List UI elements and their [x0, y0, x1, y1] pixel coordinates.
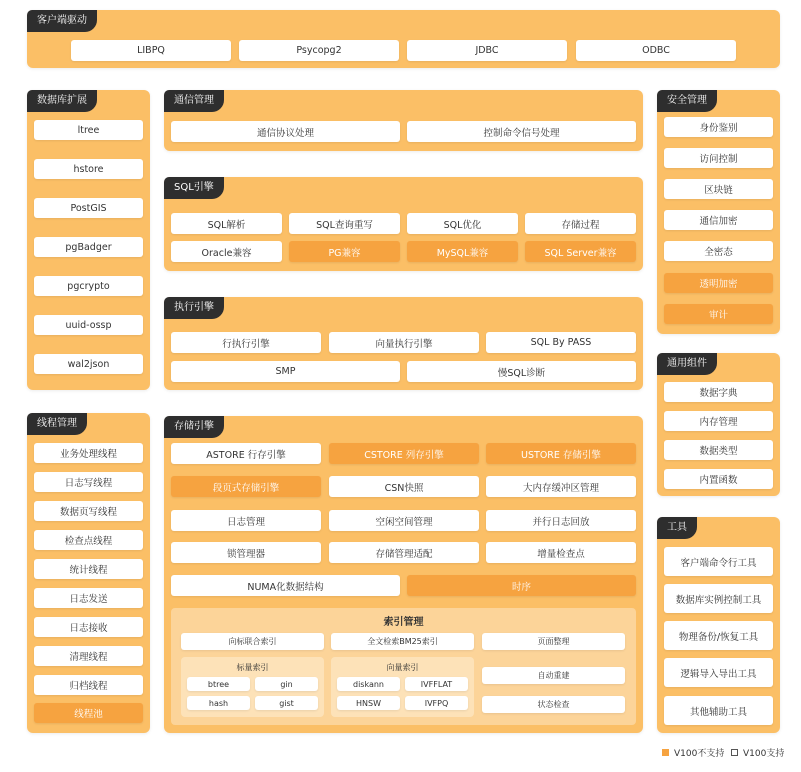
- client-driver-panel: [27, 10, 780, 68]
- comm-item: 控制命令信号处理: [407, 121, 636, 142]
- comm-panel: [164, 90, 643, 151]
- exec-item: 向量执行引擎: [329, 332, 479, 353]
- storage-engine-panel: [164, 416, 643, 733]
- scalar-index-group: [181, 657, 324, 717]
- storage-item-unsupported: CSTORE 列存引擎: [329, 443, 479, 464]
- tools-item: 物理备份/恢复工具: [664, 621, 773, 650]
- storage-item: 日志管理: [171, 510, 321, 531]
- storage-item-unsupported: 时序: [407, 575, 636, 596]
- storage-item: NUMA化数据结构: [171, 575, 400, 596]
- index-item: 自动重建: [482, 667, 625, 684]
- storage-item-unsupported: 段页式存储引擎: [171, 476, 321, 497]
- security-item: 区块链: [664, 179, 773, 199]
- thread-item: 统计线程: [34, 559, 143, 579]
- index-management-title: 索引管理: [383, 617, 424, 628]
- scalar-index-item: gin: [255, 677, 318, 691]
- security-item: 访问控制: [664, 148, 773, 168]
- scalar-index-title: 标量索引: [236, 663, 269, 672]
- storage-item-unsupported: USTORE 存储引擎: [486, 443, 636, 464]
- storage-engine-title: 存储引擎: [164, 416, 224, 438]
- exec-item: 慢SQL诊断: [407, 361, 636, 382]
- sql-item-unsupported: SQL Server兼容: [525, 241, 636, 262]
- scalar-index-item: btree: [187, 677, 250, 691]
- security-title: 安全管理: [657, 90, 717, 112]
- security-item: 全密态: [664, 241, 773, 261]
- tools-item: 数据库实例控制工具: [664, 584, 773, 613]
- legend-supported-label: V100支持: [743, 749, 785, 759]
- db-ext-item: PostGIS: [34, 198, 143, 218]
- common-item: 内存管理: [664, 411, 773, 431]
- index-item: 状态检查: [482, 696, 625, 713]
- sql-item-unsupported: MySQL兼容: [407, 241, 518, 262]
- thread-item-unsupported: 线程池: [34, 703, 143, 723]
- storage-item: ASTORE 行存引擎: [171, 443, 321, 464]
- sql-item: SQL优化: [407, 213, 518, 234]
- client-item: ODBC: [576, 40, 736, 61]
- client-driver-title: 客户端驱动: [27, 10, 97, 32]
- storage-item: 并行日志回放: [486, 510, 636, 531]
- common-components-title: 通用组件: [657, 353, 717, 375]
- vector-index-item: IVFFLAT: [405, 677, 468, 691]
- db-extension-panel: [27, 90, 150, 390]
- db-ext-item: pgcrypto: [34, 276, 143, 296]
- security-item: 通信加密: [664, 210, 773, 230]
- thread-item: 日志写线程: [34, 472, 143, 492]
- exec-item: 行执行引擎: [171, 332, 321, 353]
- vector-index-item: IVFPQ: [405, 696, 468, 710]
- thread-panel: [27, 413, 150, 733]
- sql-item: 存储过程: [525, 213, 636, 234]
- exec-item: SMP: [171, 361, 400, 382]
- index-item: 向标联合索引: [181, 633, 324, 650]
- storage-item: 增量检查点: [486, 542, 636, 563]
- tools-item: 客户端命令行工具: [664, 547, 773, 576]
- security-item-unsupported: 审计: [664, 304, 773, 324]
- storage-item: 存储管理适配: [329, 542, 479, 563]
- security-item: 身份鉴别: [664, 117, 773, 137]
- sql-engine-panel: [164, 177, 643, 271]
- orange-square-icon: [662, 749, 669, 756]
- thread-item: 日志接收: [34, 617, 143, 637]
- client-item: Psycopg2: [239, 40, 399, 61]
- vector-index-item: HNSW: [337, 696, 400, 710]
- tools-item: 逻辑导入导出工具: [664, 658, 773, 687]
- common-item: 数据类型: [664, 440, 773, 460]
- white-square-icon: [731, 749, 738, 756]
- comm-item: 通信协议处理: [171, 121, 400, 142]
- index-item: 页面整理: [482, 633, 625, 650]
- security-item-unsupported: 透明加密: [664, 273, 773, 293]
- thread-item: 检查点线程: [34, 530, 143, 550]
- tools-item: 其他辅助工具: [664, 696, 773, 725]
- thread-title: 线程管理: [27, 413, 87, 435]
- common-components-panel: [657, 353, 780, 496]
- thread-item: 数据页写线程: [34, 501, 143, 521]
- db-extension-title: 数据库扩展: [27, 90, 97, 112]
- vector-index-title: 向量索引: [386, 663, 419, 672]
- sql-item: SQL查询重写: [289, 213, 400, 234]
- thread-item: 归档线程: [34, 675, 143, 695]
- thread-item: 清理线程: [34, 646, 143, 666]
- common-item: 内置函数: [664, 469, 773, 489]
- db-ext-item: ltree: [34, 120, 143, 140]
- thread-item: 日志发送: [34, 588, 143, 608]
- sql-item: Oracle兼容: [171, 241, 282, 262]
- client-item: LIBPQ: [71, 40, 231, 61]
- legend-supported: [731, 746, 784, 759]
- db-ext-item: uuid-ossp: [34, 315, 143, 335]
- index-management-section: [171, 608, 636, 725]
- sql-item-unsupported: PG兼容: [289, 241, 400, 262]
- tools-title: 工具: [657, 517, 697, 539]
- legend-unsupported-label: V100不支持: [674, 749, 725, 759]
- storage-item: CSN快照: [329, 476, 479, 497]
- exec-item: SQL By PASS: [486, 332, 636, 353]
- scalar-index-item: hash: [187, 696, 250, 710]
- storage-item: 锁管理器: [171, 542, 321, 563]
- db-ext-item: wal2json: [34, 354, 143, 374]
- storage-item: 空闲空间管理: [329, 510, 479, 531]
- scalar-index-item: gist: [255, 696, 318, 710]
- index-item: 全文检索BM25索引: [331, 633, 474, 650]
- sql-engine-title: SQL引擎: [164, 177, 224, 199]
- db-ext-item: hstore: [34, 159, 143, 179]
- legend-unsupported: [662, 746, 724, 759]
- common-item: 数据字典: [664, 382, 773, 402]
- exec-engine-title: 执行引擎: [164, 297, 224, 319]
- storage-item: 大内存缓冲区管理: [486, 476, 636, 497]
- db-ext-item: pgBadger: [34, 237, 143, 257]
- vector-index-group: [331, 657, 474, 717]
- tools-panel: [657, 517, 780, 733]
- thread-item: 业务处理线程: [34, 443, 143, 463]
- security-panel: [657, 90, 780, 334]
- client-item: JDBC: [407, 40, 567, 61]
- vector-index-item: diskann: [337, 677, 400, 691]
- sql-item: SQL解析: [171, 213, 282, 234]
- exec-engine-panel: [164, 297, 643, 390]
- comm-title: 通信管理: [164, 90, 224, 112]
